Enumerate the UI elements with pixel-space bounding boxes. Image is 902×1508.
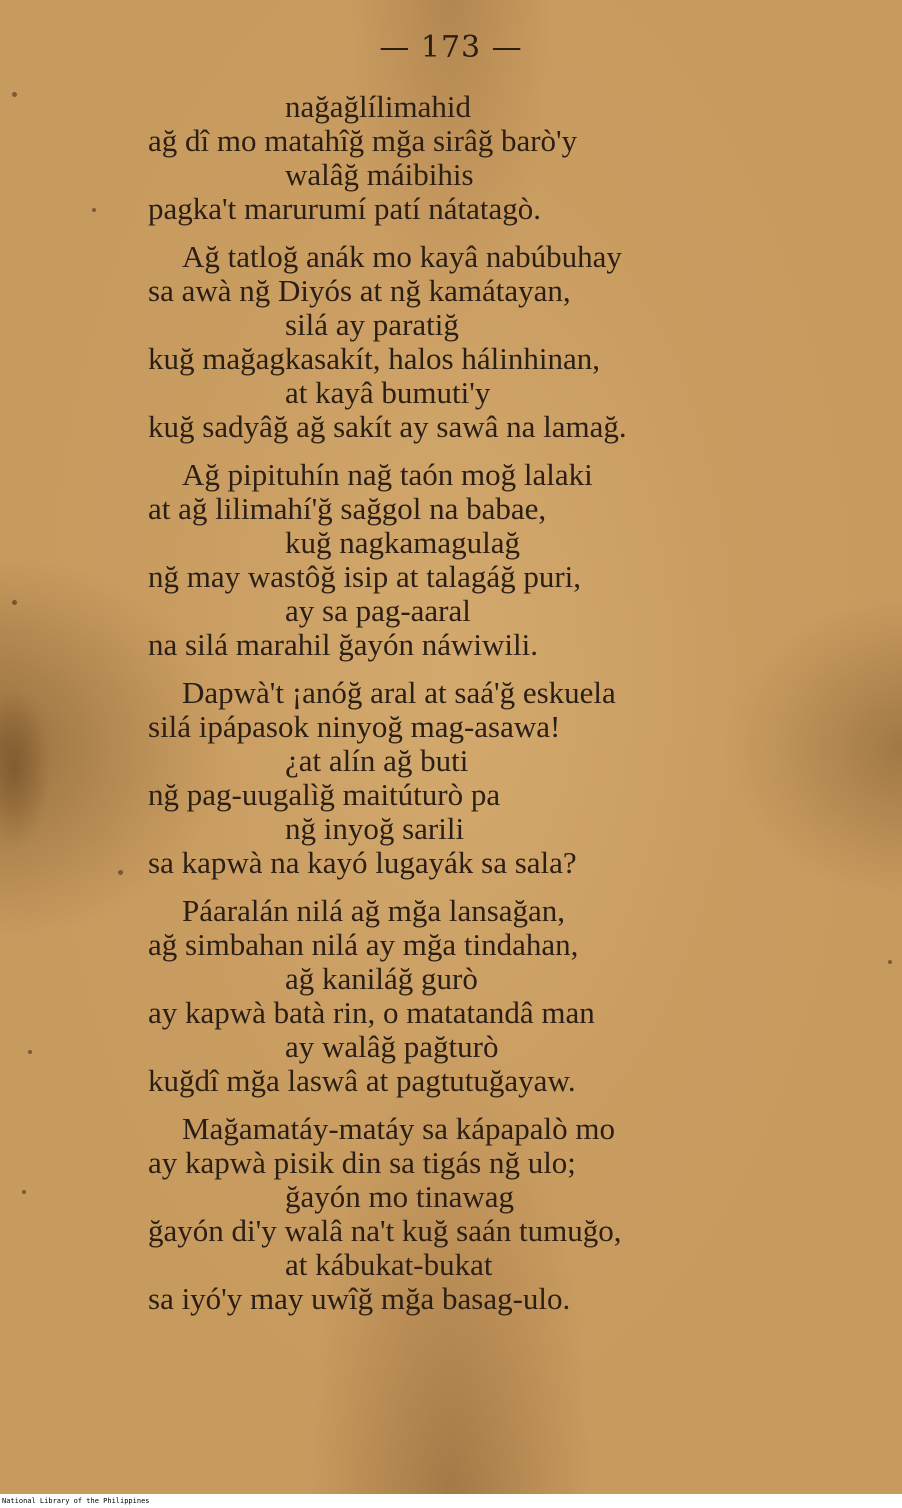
poem-line: silá ipápasok ninyoğ mag-asawa! bbox=[148, 709, 561, 744]
poem-line: Ağ tatloğ anák mo kayâ nabúbuhay bbox=[182, 239, 622, 274]
poem-line: ğayón di'y walâ na't kuğ saán tumuğo, bbox=[148, 1213, 622, 1248]
paper-speck bbox=[92, 208, 96, 212]
poem-line: Dapwà't ¡anóğ aral at saá'ğ eskuela bbox=[182, 675, 616, 710]
poem-line: ay kapwà batà rin, o matatandâ man bbox=[148, 995, 595, 1030]
poem-line: sa iyó'y may uwîğ mğa basag-ulo. bbox=[148, 1281, 571, 1316]
poem-line: silá ay paratiğ bbox=[285, 307, 459, 342]
poem-line: nğ inyoğ sarili bbox=[285, 811, 465, 846]
poem-body bbox=[148, 90, 768, 1316]
poem-line: na silá marahil ğayón náwiwili. bbox=[148, 627, 538, 662]
poem-line: kuğ nagkamagulağ bbox=[285, 525, 521, 560]
poem-line: kuğdî mğa laswâ at pagtutuğayaw. bbox=[148, 1063, 576, 1098]
stanza bbox=[148, 240, 768, 444]
paper-speck bbox=[888, 960, 892, 964]
poem-line: at ağ lilimahí'ğ sağgol na babae, bbox=[148, 491, 547, 526]
page-stain bbox=[0, 690, 50, 850]
stanza bbox=[148, 676, 768, 880]
poem-line: pagka't marurumí patí nátatagò. bbox=[148, 191, 541, 226]
paper-speck bbox=[28, 1050, 32, 1054]
poem-line: kuğ mağagkasakít, halos hálinhinan, bbox=[148, 341, 600, 376]
paper-speck bbox=[12, 92, 17, 97]
poem-line: at kábukat-bukat bbox=[285, 1247, 493, 1282]
poem-line: ağ simbahan nilá ay mğa tindahan, bbox=[148, 927, 579, 962]
stanza bbox=[148, 894, 768, 1098]
poem-line: nğ pag-uugalìğ maitúturò pa bbox=[148, 777, 501, 812]
poem-line: ağ dî mo matahîğ mğa sirâğ barò'y bbox=[148, 123, 578, 158]
poem-line: ağ kaniláğ gurò bbox=[285, 961, 478, 996]
poem-line: Mağamatáy-matáy sa kápapalò mo bbox=[182, 1111, 615, 1146]
poem-line: Páaralán nilá ağ mğa lansağan, bbox=[182, 893, 566, 928]
poem-line: kuğ sadyâğ ağ sakít ay sawâ na lamağ. bbox=[148, 409, 627, 444]
poem-line: ¿at alín ağ buti bbox=[285, 743, 469, 778]
stanza bbox=[148, 458, 768, 662]
poem-line: ay walâğ pağturò bbox=[285, 1029, 499, 1064]
paper-speck bbox=[118, 870, 123, 875]
poem-line: sa awà nğ Diyós at nğ kamátayan, bbox=[148, 273, 571, 308]
library-credit: National Library of the Philippines bbox=[2, 1497, 150, 1505]
page-number: — 173 — bbox=[379, 30, 523, 65]
poem-line: sa kapwà na kayó lugayák sa sala? bbox=[148, 845, 577, 880]
poem-line: ay kapwà pisik din sa tigás nğ ulo; bbox=[148, 1145, 576, 1180]
paper-speck bbox=[22, 1190, 26, 1194]
poem-line: nğ may wastôğ isip at talagáğ puri, bbox=[148, 559, 582, 594]
paper-speck bbox=[12, 600, 17, 605]
poem-line: Ağ pipituhín nağ taón moğ lalaki bbox=[182, 457, 593, 492]
poem-line: at kayâ bumuti'y bbox=[285, 375, 491, 410]
stanza bbox=[148, 90, 768, 226]
poem-line: ğayón mo tinawag bbox=[285, 1179, 515, 1214]
poem-line: walâğ máibihis bbox=[285, 157, 474, 192]
poem-line: ay sa pag-aaral bbox=[285, 593, 471, 628]
stanza bbox=[148, 1112, 768, 1316]
poem-line: nağağlílimahid bbox=[285, 89, 471, 124]
